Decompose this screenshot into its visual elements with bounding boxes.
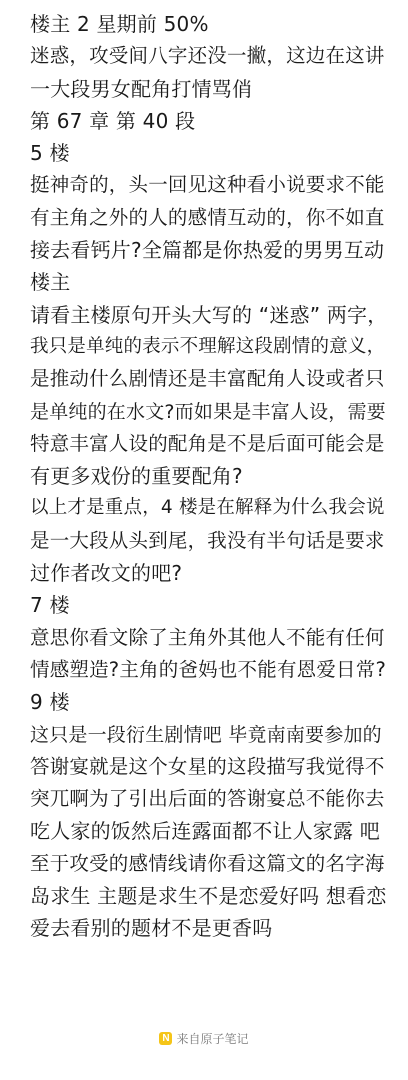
text-line: 有主角之外的人的感情互动的，你不如直 <box>30 205 385 229</box>
text-line: 一大段男女配角打情骂俏 <box>30 76 253 101</box>
footer-source-text: 来自原子笔记 <box>176 1032 249 1046</box>
text-line: 接去看钙片?全篇都是你热爱的男男互动 <box>30 238 385 263</box>
text-line: 情感塑造?主角的爸妈也不能有恩爱日常? <box>30 657 386 681</box>
text-line: 楼主 2 星期前 50% <box>30 12 209 36</box>
text-line: 意思你看文除了主角外其他人不能有任何 <box>30 625 385 649</box>
floor-label: 5 楼 <box>30 141 70 166</box>
text-line: 挺神奇的，头一回见这种看小说要求不能 <box>30 173 385 197</box>
text-line: 有更多戏份的重要配角? <box>30 464 243 489</box>
text-line: 迷惑，攻受间八字还没一撇，这边在这讲 <box>30 44 385 68</box>
text-line: 是单纯的在水文?而如果是丰富人设，需要 <box>30 400 386 423</box>
text-line: 请看主楼原句开头大写的 “迷惑” 两字， <box>30 302 388 327</box>
text-line: 特意丰富人设的配角是不是后面可能会是 <box>30 431 385 455</box>
text-line: 这只是一段衍生剧情吧 毕竟南南要参加的 <box>30 723 382 746</box>
floor-label: 楼主 <box>30 270 71 295</box>
text-line: 答谢宴就是这个女星的这段描写我觉得不 <box>30 754 385 778</box>
text-line: 至于攻受的感情线请你看这篇文的名字海 <box>30 851 385 875</box>
footer-watermark <box>0 1030 408 1047</box>
text-line: 吃人家的饭然后连露面都不让人家露 吧 <box>30 819 380 844</box>
text-line: 岛求生 主题是求生不是恋爱好吗 想看恋 <box>30 884 387 909</box>
text-line: 我只是单纯的表示不理解这段剧情的意义， <box>30 335 386 357</box>
app-logo-icon: N <box>159 1032 172 1045</box>
text-line: 爱去看别的题材不是更香吗 <box>30 916 273 941</box>
text-line: 是推动什么剧情还是丰富配角人设或者只 <box>30 367 385 391</box>
post-content <box>30 8 390 945</box>
text-line: 第 67 章 第 40 段 <box>30 108 196 133</box>
floor-label: 7 楼 <box>30 593 70 618</box>
text-line: 突兀啊为了引出后面的答谢宴总不能你去 <box>30 787 385 811</box>
text-line: 以上才是重点，4 楼是在解释为什么我会说 <box>30 497 385 519</box>
floor-label: 9 楼 <box>30 690 70 715</box>
text-line: 是一大段从头到尾，我没有半句话是要求 <box>30 528 385 552</box>
text-line: 过作者改文的吧? <box>30 561 183 586</box>
